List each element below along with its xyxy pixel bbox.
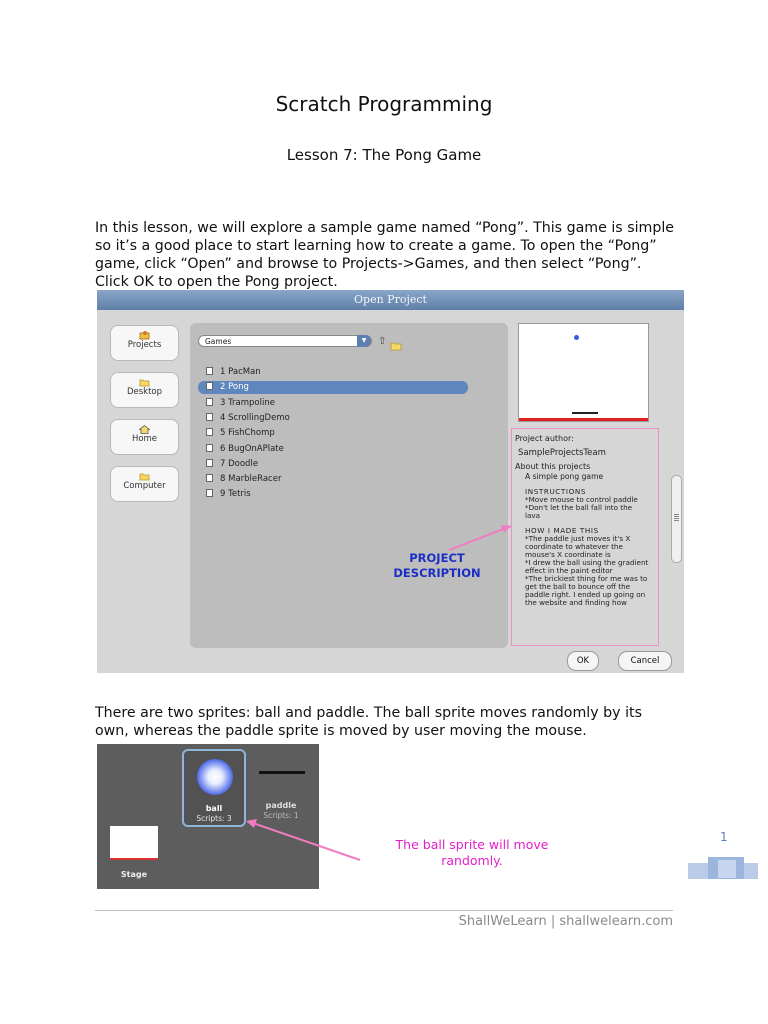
about-line: get the ball to bounce off the [525, 582, 631, 591]
about-text [525, 473, 658, 607]
description-scrollbar[interactable] [671, 475, 682, 563]
file-icon [206, 444, 213, 452]
about-line: coordinate to whatever the [525, 542, 623, 551]
stage-thumbnail[interactable] [110, 826, 158, 860]
file-icon [206, 382, 213, 390]
about-line: *Don't let the ball fall into the [525, 503, 633, 512]
chevron-down-icon: ▼ [357, 335, 371, 347]
project-preview [518, 323, 649, 422]
file-icon [206, 367, 213, 375]
file-name: 5 FishChomp [220, 428, 275, 439]
sprite-script-count: Scripts: 1 [263, 811, 299, 820]
about-line: INSTRUCTIONS [525, 487, 587, 496]
sprite-name: ball [205, 804, 223, 813]
page-number: 1 [720, 830, 728, 844]
about-line: lava [525, 511, 541, 520]
file-name: 6 BugOnAPlate [220, 443, 284, 454]
file-list-item[interactable] [198, 397, 468, 410]
file-name: 1 PacMan [220, 367, 261, 377]
projects-icon [139, 331, 150, 339]
file-list-item[interactable] [198, 427, 468, 440]
file-icon [206, 489, 213, 497]
open-project-dialog [97, 290, 684, 673]
sidebar-button-home[interactable] [110, 419, 179, 455]
file-name: 3 Trampoline [220, 397, 275, 408]
folder-icon [139, 378, 150, 386]
file-list-item[interactable] [198, 458, 468, 471]
about-line: A simple pong game [525, 472, 604, 481]
file-icon [206, 474, 213, 482]
file-list-item[interactable] [198, 488, 468, 501]
ball-thumbnail [197, 759, 233, 795]
file-name: 8 MarbleRacer [220, 474, 282, 485]
note-arrow [230, 800, 390, 870]
new-folder-icon[interactable] [390, 336, 402, 346]
file-icon [206, 428, 213, 436]
preview-lava [519, 418, 648, 421]
preview-ball [574, 335, 579, 340]
about-line: effect in the paint editor [525, 566, 613, 575]
lesson-heading: Lesson 7: The Pong Game [286, 146, 482, 164]
file-list-panel [190, 323, 508, 648]
sidebar-label: Desktop [126, 387, 163, 397]
home-icon [139, 425, 150, 433]
file-list-item[interactable] [198, 412, 468, 425]
about-line: *The paddle just moves it's X [525, 534, 631, 543]
cancel-button[interactable]: Cancel [618, 651, 672, 671]
preview-paddle [572, 412, 598, 414]
about-line: *The brickiest thing for me was to [525, 574, 648, 583]
sidebar-button-projects[interactable] [110, 325, 179, 361]
sidebar-label: Home [131, 434, 158, 444]
author-label: Project author: [515, 434, 574, 443]
file-name: 4 ScrollingDemo [220, 412, 290, 423]
file-list-item[interactable] [198, 366, 468, 379]
about-line: paddle right. I ended up going on [525, 590, 646, 599]
dialog-title: Open Project [97, 290, 684, 310]
folder-dropdown[interactable] [198, 335, 372, 347]
paddle-thumbnail[interactable] [259, 771, 305, 774]
sprite-name[interactable]: paddle [265, 801, 297, 810]
footer-divider [95, 910, 673, 911]
ball-sprite-note: The ball sprite will move randomly. [395, 837, 549, 868]
about-label: About this projects [515, 462, 591, 471]
file-name: 2 Pong [220, 382, 249, 393]
folder-icon [139, 472, 150, 480]
about-line: *Move mouse to control paddle [525, 495, 638, 504]
sprite-script-count: Scripts: 3 [196, 814, 232, 823]
file-list-item[interactable] [198, 443, 468, 456]
about-line: mouse's X coordinate is [525, 550, 611, 559]
about-line: *I drew the ball using the gradient [525, 558, 649, 567]
project-description-box [511, 428, 659, 646]
sidebar-button-computer[interactable] [110, 466, 179, 502]
author-value: SampleProjectsTeam [518, 448, 606, 458]
folder-dropdown-value: Games [205, 337, 232, 346]
file-name: 9 Tetris [220, 489, 251, 500]
file-icon [206, 398, 213, 406]
file-list-item[interactable] [198, 473, 468, 486]
about-line: the website and finding how [525, 598, 627, 607]
sidebar-label: Projects [127, 340, 162, 350]
project-description-callout: PROJECT DESCRIPTION [393, 551, 481, 580]
file-icon [206, 413, 213, 421]
about-line: HOW I MADE THIS [525, 526, 599, 535]
stage-label: Stage [120, 870, 148, 879]
sidebar-button-desktop[interactable] [110, 372, 179, 408]
page-decoration [688, 855, 758, 882]
sidebar-label: Computer [123, 481, 166, 491]
file-name: 7 Doodle [220, 458, 259, 469]
page-title: Scratch Programming [275, 92, 493, 116]
file-list-item[interactable] [198, 381, 468, 394]
footer: ShallWeLearn | shallwelearn.com [458, 914, 673, 929]
ok-button[interactable]: OK [567, 651, 599, 671]
file-icon [206, 459, 213, 467]
sprites-paragraph: There are two sprites: ball and paddle. The ball sprite moves randomly by its own, whereas the paddle sprite is moved by user moving the mouse. [95, 705, 642, 739]
intro-paragraph: In this lesson, we will explore a sample game named “Pong”. This game is simple so it’s a good place to start learning how to create a game. To open the “Pong” game, click “Open” and browse to Projects->Games, and then select “Pong”. Click OK to open the Pong project. [95, 220, 675, 290]
up-folder-icon[interactable]: ⇧ [378, 336, 387, 347]
